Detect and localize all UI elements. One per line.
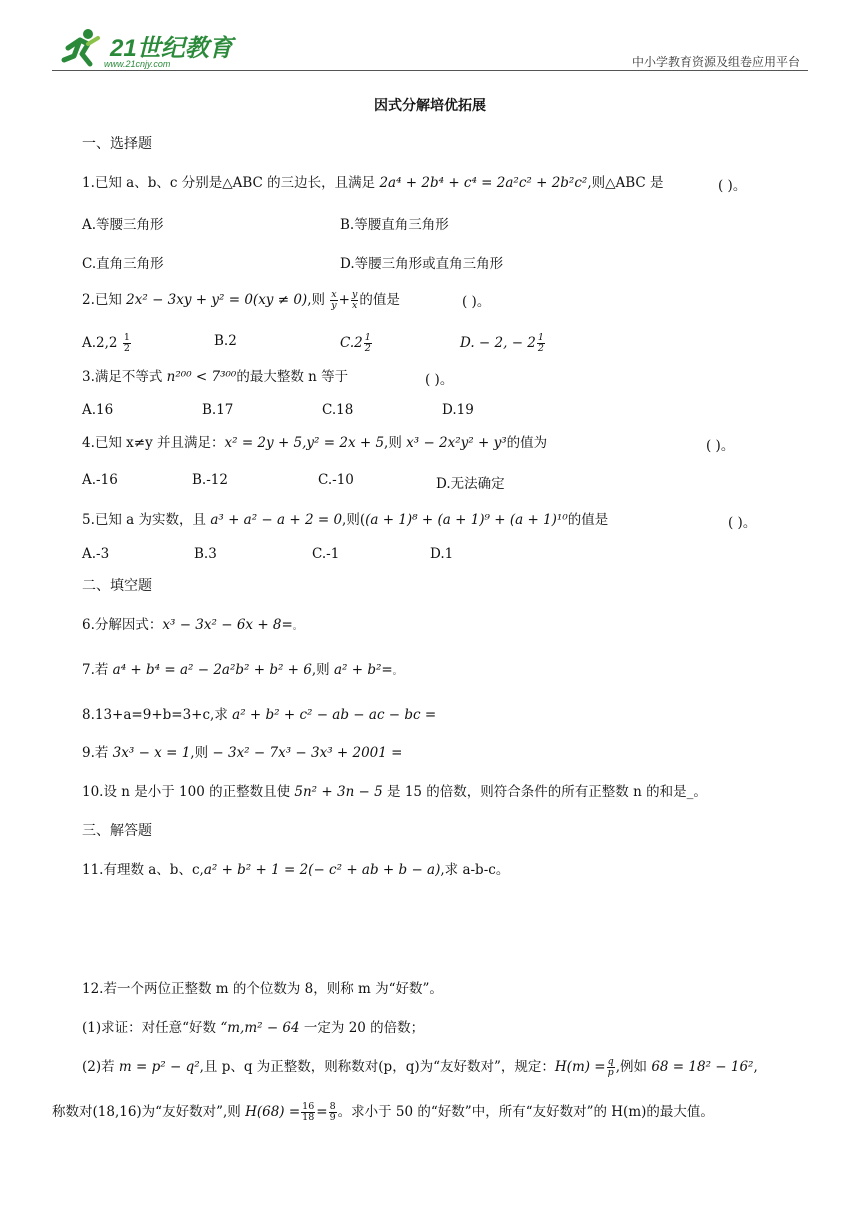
q5-stem-b: ,则( — [342, 512, 366, 528]
q1-option-d: D.等腰三角形或直角三角形 — [340, 256, 504, 272]
q3-stem-a: 3.满足不等式 — [82, 369, 167, 385]
q12-fraction-16-18: $\frac{16}{18}$ — [302, 1101, 315, 1123]
q1-stem-a: 1.已知 a、b、c 分别是△ABC 的三边长，且满足 — [82, 175, 380, 191]
q7-math-1: a⁴ + b⁴ = a² − 2a²b² + b² + 6 — [112, 662, 312, 678]
q5-stem-c: 的值是 — [567, 512, 609, 528]
q2-option-b: B.2 — [214, 333, 237, 349]
q1-answer-paren: ( )。 — [718, 178, 747, 194]
q9-math-2: − 3x² − 7x³ − 3x³ + 2001 = — [212, 745, 403, 761]
q2-option-a: A.2,2 $\frac{1}{2}$ — [82, 332, 130, 354]
section-heading-fill-in: 二、填空题 — [82, 578, 152, 594]
q2-option-c: C.2 $\frac{1}{2}$ — [340, 332, 371, 354]
question-4 — [82, 434, 547, 452]
q3-option-d: D.19 — [442, 402, 474, 418]
q4-stem-b: ,则 — [384, 435, 407, 451]
q3-answer-paren: ( )。 — [425, 372, 454, 388]
section-heading-choice: 一、选择题 — [82, 136, 152, 152]
q2-math: 2x² − 3xy + y² = 0(xy ≠ 0) — [126, 292, 308, 308]
logo-url: www.21cnjy.com — [104, 59, 171, 69]
q7-stem: 7.若 — [82, 662, 113, 678]
q7-mid: ,则 — [311, 662, 334, 678]
q9-math-1: 3x³ − x = 1 — [112, 745, 191, 761]
q1-option-b: B.等腰直角三角形 — [340, 217, 449, 233]
q5-option-c: C.-1 — [312, 546, 340, 562]
question-7 — [82, 661, 402, 681]
q4-option-a: A.-16 — [82, 472, 118, 488]
q4-stem-a: 4.已知 x≠y 并且满足： — [82, 435, 225, 451]
q4-math-2: x³ − 2x²y² + y³ — [406, 435, 507, 451]
q5-answer-paren: ( )。 — [728, 515, 757, 531]
question-12-part-1: (1)求证：对任意“好数 “m,m² − 64 一定为 20 的倍数； — [82, 1020, 425, 1036]
q3-math: n²⁰⁰ < 7³⁰⁰ — [166, 369, 237, 385]
q2-fraction-y-over-x: $\frac{y}{x}$ — [351, 289, 358, 311]
q1-math: 2a⁴ + 2b⁴ + c⁴ = 2a²c² + 2b²c² — [379, 175, 588, 191]
q12-part1-math: “m,m² − 64 — [220, 1020, 300, 1036]
q11-math: a² + b² + 1 = 2(− c² + ab + b − a) — [203, 862, 441, 878]
q2-option-d: D. − 2, − 2 $\frac{1}{2}$ — [460, 332, 544, 354]
q4-math-1: x² = 2y + 5,y² = 2x + 5 — [224, 435, 385, 451]
q12-part3-math: H(68) = — [245, 1104, 301, 1120]
q8-math: a² + b² + c² − ab − ac − bc = — [232, 707, 437, 723]
q2-fraction-x-over-y: $\frac{x}{y}$ — [331, 289, 337, 311]
q6-tail: 。 — [292, 622, 302, 632]
page-header — [52, 22, 808, 72]
q2-stem-c: 的值是 — [359, 292, 400, 308]
q9-stem: 9.若 — [82, 745, 113, 761]
question-12-part-2: (2)若 m = p² − q²,且 p、q 为正整数，则称数对(p，q)为“友好数对”，规定：H(m) = $\frac{q}{p}$ ,例如 68 = 18² − 16², — [82, 1056, 758, 1078]
question-3 — [82, 368, 348, 386]
q4-option-d: D.无法确定 — [436, 476, 505, 492]
q3-stem-b: 的最大整数 n 等于 — [236, 369, 349, 385]
q11-stem-a: 11.有理数 a、b、c, — [82, 862, 204, 878]
question-12-part-2-cont: 称数对(18,16)为“友好数对”,则 H(68) = $\frac{16}{18}$ = $\frac{8}{9}$ 。求小于 50 的“好数”中，所有“友好数对”的 H(m)的最大值。 — [52, 1101, 714, 1123]
q9-mid: ,则 — [190, 745, 213, 761]
q12-fraction-8-9: $\frac{8}{9}$ — [329, 1101, 336, 1123]
q12-part2-math-3: 68 = 18² − 16² — [651, 1059, 754, 1075]
q7-tail: 。 — [392, 667, 402, 677]
question-10 — [82, 783, 707, 801]
question-12: 12.若一个两位正整数 m 的个位数为 8，则称 m 为“好数”。 — [82, 981, 443, 997]
q5-math-1: a³ + a² − a + 2 = 0 — [210, 512, 343, 528]
question-5 — [82, 511, 608, 529]
q5-math-2: (a + 1)⁸ + (a + 1)⁹ + (a + 1)¹⁰ — [365, 512, 568, 528]
platform-name: 中小学教育资源及组卷应用平台 — [631, 55, 800, 69]
question-2: 2.已知 2x² − 3xy + y² = 0(xy ≠ 0),则 $\frac{x}{y}$ + $\frac{y}{x}$ 的值是 — [82, 289, 400, 311]
q1-stem-b: ,则△ABC 是 — [587, 175, 664, 191]
q10-math: 5n² + 3n − 5 — [294, 784, 383, 800]
q10-stem-b: 是 15 的倍数，则符合条件的所有正整数 n 的和是 — [382, 784, 687, 800]
q3-option-c: C.18 — [322, 402, 354, 418]
logo — [60, 26, 240, 70]
question-9 — [82, 744, 402, 762]
q5-stem-a: 5.已知 a 为实数，且 — [82, 512, 211, 528]
question-6 — [82, 616, 302, 636]
q4-option-b: B.-12 — [192, 472, 228, 488]
section-heading-solve: 三、解答题 — [82, 823, 152, 839]
q7-math-2: a² + b²= — [333, 662, 393, 678]
q6-stem: 6.分解因式： — [82, 617, 163, 633]
q12-part2-math-1: m = p² − q² — [118, 1059, 200, 1075]
logo-text: 21世纪教育 — [110, 35, 233, 62]
q4-answer-paren: ( )。 — [706, 438, 735, 454]
header-divider — [52, 70, 808, 71]
q1-option-c: C.直角三角形 — [82, 256, 164, 272]
q6-math: x³ − 3x² − 6x + 8= — [162, 617, 293, 633]
q4-option-c: C.-10 — [318, 472, 354, 488]
question-8 — [82, 706, 436, 724]
page-title: 因式分解培优拓展 — [374, 98, 486, 114]
q12-part2-math-2: H(m) = — [554, 1059, 606, 1075]
q5-option-b: B.3 — [194, 546, 217, 562]
q8-stem: 8.13+a=9+b=3+c,求 — [82, 707, 233, 723]
q12-fraction-q-over-p: $\frac{q}{p}$ — [607, 1056, 614, 1078]
q2-stem-b: ,则 — [307, 292, 330, 308]
runner-logo-icon — [60, 26, 104, 70]
q3-option-b: B.17 — [202, 402, 234, 418]
question-1 — [82, 174, 664, 192]
q11-stem-b: ,求 a-b-c。 — [440, 862, 510, 878]
q3-option-a: A.16 — [82, 402, 114, 418]
q1-option-a: A.等腰三角形 — [82, 217, 164, 233]
q2-answer-paren: ( )。 — [462, 294, 491, 310]
q10-stem-a: 10.设 n 是小于 100 的正整数且使 — [82, 784, 295, 800]
question-11 — [82, 861, 509, 879]
q5-option-d: D.1 — [430, 546, 454, 562]
q10-tail: _。 — [686, 784, 707, 800]
q4-stem-c: 的值为 — [506, 435, 548, 451]
q2-stem-a: 2.已知 — [82, 292, 127, 308]
q5-option-a: A.-3 — [82, 546, 110, 562]
